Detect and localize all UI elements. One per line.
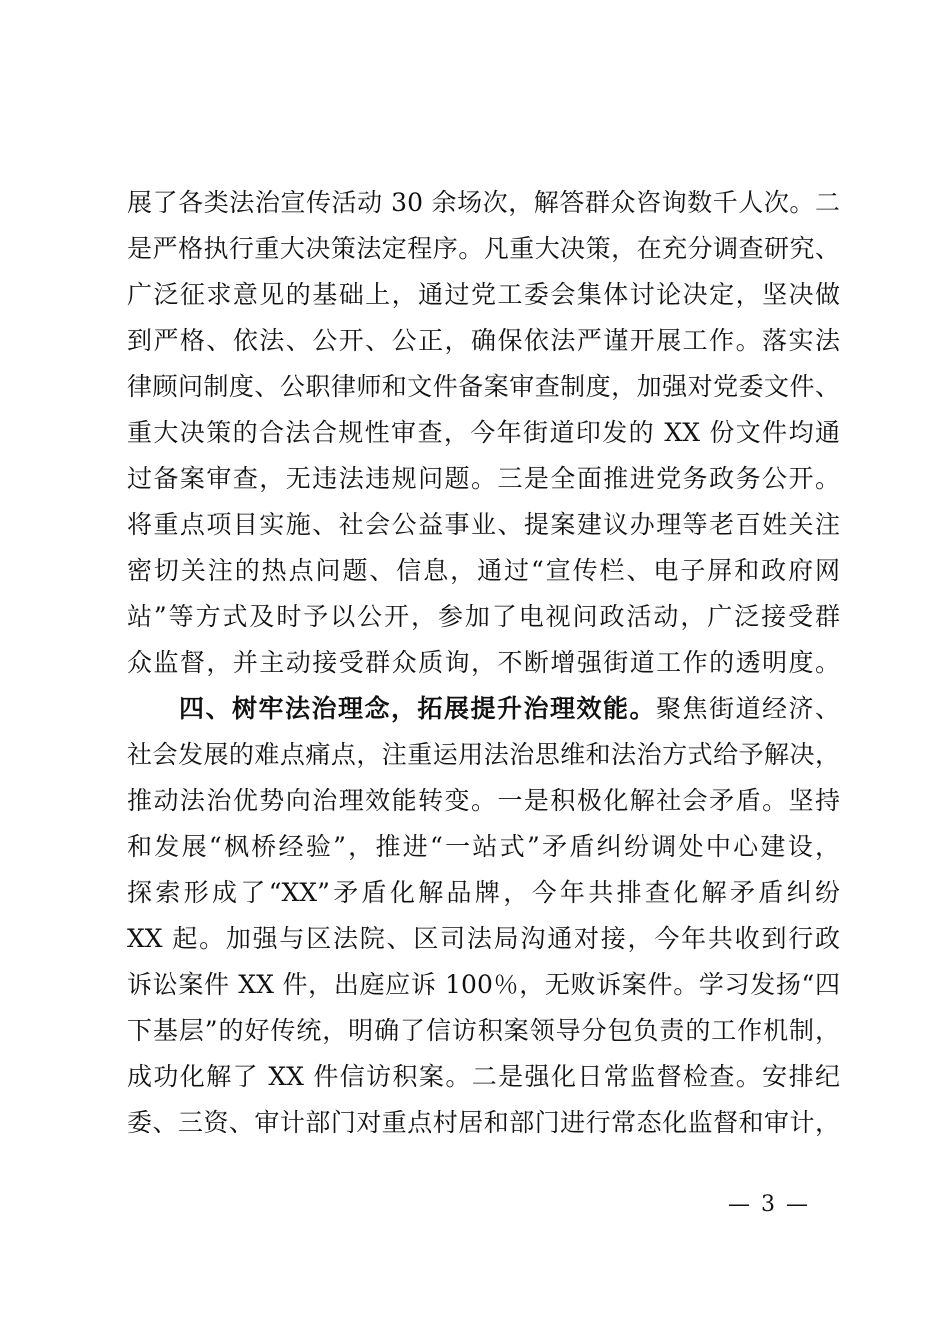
text-line (127, 410, 840, 456)
body-text: XX 起。加强与区法院、区司法局沟通对接，今年共收到行政 (127, 924, 840, 953)
text-line (127, 778, 840, 824)
text-line (127, 318, 840, 364)
body-text: 律顾问制度、公职律师和文件备案审查制度，加强对党委文件、 (127, 372, 840, 401)
text-line (127, 962, 840, 1008)
text-line (127, 1054, 840, 1100)
text-line (127, 1008, 840, 1054)
body-text: 众监督，并主动接受群众质询，不断增强街道工作的透明度。 (127, 648, 840, 677)
body-text: 委、三资、审计部门对重点村居和部门进行常态化监督和审计， (127, 1108, 840, 1137)
text-line (127, 226, 840, 272)
text-line (127, 548, 840, 594)
body-text: 将重点项目实施、社会公益事业、提案建议办理等老百姓关注 (127, 510, 840, 539)
text-line (127, 870, 840, 916)
body-text: 密切关注的热点问题、信息，通过“宣传栏、电子屏和政府网 (127, 556, 840, 585)
body-text: 站”等方式及时予以公开，参加了电视问政活动，广泛接受群 (127, 602, 840, 631)
body-text: 到严格、依法、公开、公正，确保依法严谨开展工作。落实法 (127, 326, 840, 355)
body-text: 推动法治优势向治理效能转变。一是积极化解社会矛盾。坚持 (127, 786, 840, 815)
text-line (127, 364, 840, 410)
text-line (127, 1100, 840, 1146)
page-number: — 3 — (728, 1192, 810, 1217)
document-body (127, 180, 840, 1146)
paragraph-heading-line (127, 686, 840, 732)
body-text: 是严格执行重大决策法定程序。凡重大决策，在充分调查研究、 (127, 234, 840, 263)
text-line (127, 456, 840, 502)
body-text: 重大决策的合法合规性审查，今年街道印发的 XX 份文件均通 (127, 418, 840, 447)
text-line (127, 732, 840, 778)
body-text: 成功化解了 XX 件信访积案。二是强化日常监督检查。安排纪 (127, 1062, 840, 1091)
body-text: 聚焦街道经济、 (655, 694, 840, 723)
body-text: 过备案审查，无违法违规问题。三是全面推进党务政务公开。 (127, 464, 840, 493)
body-text: 社会发展的难点痛点，注重运用法治思维和法治方式给予解决， (127, 740, 840, 769)
heading-text: 四、树牢法治理念，拓展提升治理效能。 (179, 694, 656, 723)
text-line (127, 272, 840, 318)
text-line (127, 640, 840, 686)
body-text: 诉讼案件 XX 件，出庭应诉 100％，无败诉案件。学习发扬“四 (127, 970, 840, 999)
body-text: 探索形成了“XX”矛盾化解品牌，今年共排查化解矛盾纠纷 (127, 878, 840, 907)
text-line (127, 180, 840, 226)
body-text: 展了各类法治宣传活动 30 余场次，解答群众咨询数千人次。二 (127, 188, 840, 217)
body-text: 和发展“枫桥经验”，推进“一站式”矛盾纠纷调处中心建设， (127, 832, 840, 861)
text-line (127, 594, 840, 640)
text-line (127, 824, 840, 870)
body-text: 广泛征求意见的基础上，通过党工委会集体讨论决定，坚决做 (127, 280, 840, 309)
text-line (127, 916, 840, 962)
text-line (127, 502, 840, 548)
body-text: 下基层”的好传统，明确了信访积案领导分包负责的工作机制， (127, 1016, 840, 1045)
